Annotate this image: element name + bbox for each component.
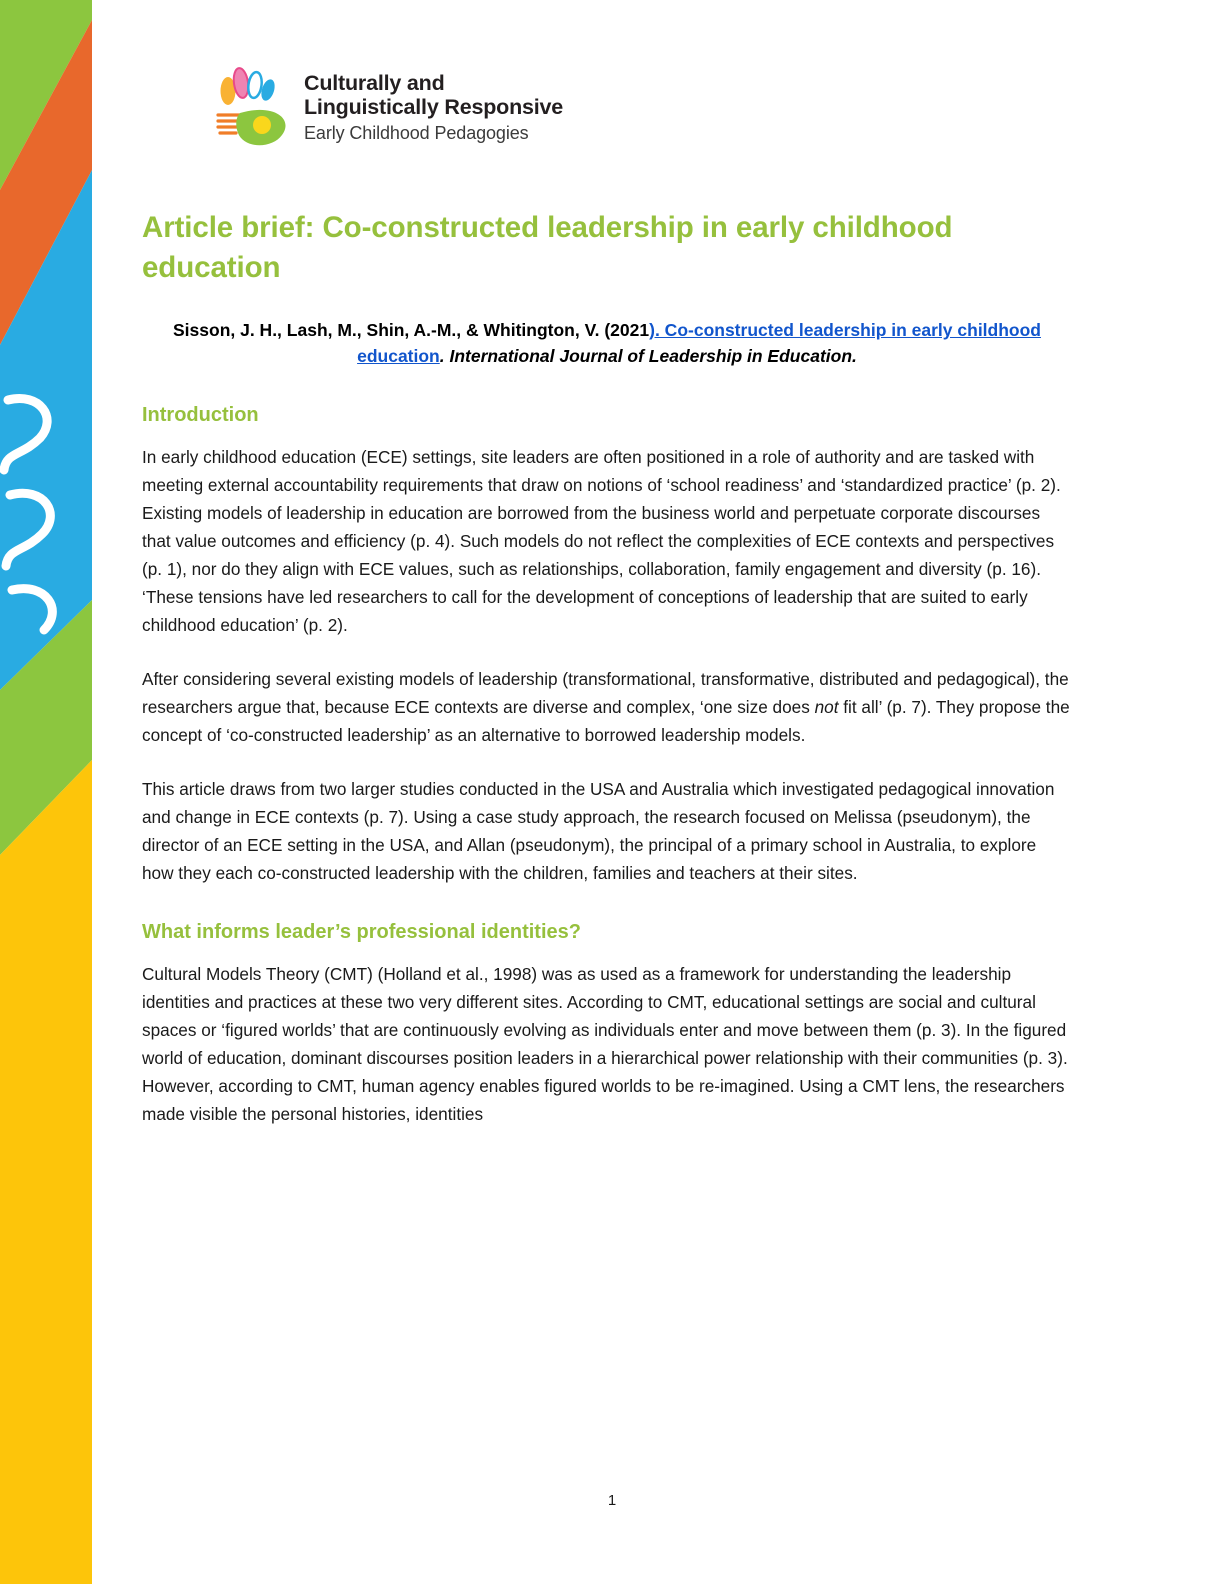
page-number: 1 bbox=[607, 1492, 617, 1509]
paragraph bbox=[142, 665, 1072, 749]
organisation-logo bbox=[210, 52, 630, 162]
paragraph: In early childhood education (ECE) settings, site leaders are often positioned in a role of authority and are tasked with meeting external accountability requirements that draw on notions of ‘school readiness’ and ‘standardized practice’ (p. 2). Existing models of leadership in education are borrowed from the business world and perpetuate corporate discourses that value outcomes and efficiency (p. 4). Such models do not reflect the complexities of ECE contexts and perspectives (p. 1), nor do they align with ECE values, such as relationships, collaboration, family engagement and diversity (p. 16). ‘These tensions have led researchers to call for the development of conceptions of leadership that are suited to early childhood education’ (p. 2). bbox=[142, 446, 1061, 635]
page-title: Article brief: Co-constructed leadership in early childhood education bbox=[142, 211, 953, 284]
paragraph: Cultural Models Theory (CMT) (Holland et al., 1998) was as used as a framework for understanding the leadership identities and practices at these two very different sites. According to CMT, educational settings are social and cultural spaces or ‘figured worlds’ that are continuously evolving as individuals enter and move between them (p. 3). In the figured world of education, dominant discourses position leaders in a hierarchical power relationship with their communities (p. 3). However, according to CMT, human agency enables figured worlds to be re-imagined. Using a CMT lens, the researchers made visible the personal histories, identities bbox=[142, 963, 1068, 1125]
paragraph: This article draws from two larger studies conducted in the USA and Australia which investigated pedagogical innovation and change in ECE contexts (p. 7). Using a case study approach, the research focused on Melissa (pseudonym), the director of an ECE setting in the USA, and Allan (pseudonym), the principal of a primary school in Australia, to explore how they each co-constructed leadership with the children, families and teachers at their sites. bbox=[142, 778, 1055, 883]
logo-line-2: Linguistically Responsive bbox=[304, 95, 564, 120]
citation bbox=[142, 317, 1072, 370]
clrecp-logo-mark-icon bbox=[210, 63, 294, 151]
citation-article-link[interactable]: ). Co-constructed leadership in early childhood education bbox=[357, 320, 1041, 367]
section-heading-professional-identities: What informs leader’s professional identities? bbox=[142, 920, 581, 943]
section-heading-introduction: Introduction bbox=[142, 403, 259, 426]
paragraph-text: After considering several existing models of leadership (transformational, transformative, distributed and pedagogical), the researchers argue that, because ECE contexts are diverse and complex, ‘one size does not fit all’ (p. 7). They propose the concept of ‘co-constructed leadership’ as an alternative to borrowed leadership models. bbox=[142, 668, 1070, 745]
citation-authors: Sisson, J. H., Lash, M., Shin, A.-M., & Whitington, V. (2021 bbox=[173, 320, 650, 341]
logo-line-3: Early Childhood Pedagogies bbox=[304, 122, 529, 143]
logo-line-1: Culturally and bbox=[304, 70, 445, 95]
decorative-edge-artwork bbox=[0, 0, 92, 1584]
document-body bbox=[142, 208, 1072, 1128]
citation-journal: . International Journal of Leadership in Education. bbox=[439, 346, 857, 367]
